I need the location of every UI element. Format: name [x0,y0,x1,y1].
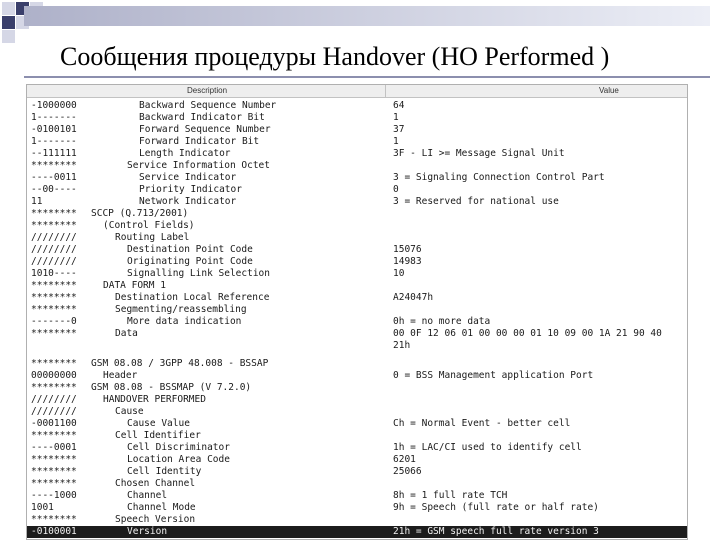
row-description: GSM 08.08 - BSSMAP (V 7.2.0) [91,382,252,393]
row-description: Service Indicator [139,172,237,183]
row-bits: ******** [31,328,77,339]
row-description: (Control Fields) [103,220,195,231]
row-description: Cause Value [127,418,190,429]
table-row[interactable] [27,292,687,304]
table-row[interactable] [27,490,687,502]
row-description: SCCP (Q.713/2001) [91,208,189,219]
table-row[interactable] [27,478,687,490]
row-description: Service Information Octet [127,160,270,171]
row-bits: ******** [31,304,77,315]
row-bits: -1000000 [31,100,77,111]
row-bits: ******** [31,292,77,303]
row-description: Length Indicator [139,148,231,159]
row-bits: ******** [31,160,77,171]
row-value: 1 [393,136,399,147]
row-bits: ----0001 [31,442,77,453]
row-value: 3 = Reserved for national use [393,196,559,207]
row-description: Version [127,526,168,537]
row-description: Segmenting/reassembling [115,304,247,315]
row-description: Backward Indicator Bit [139,112,265,123]
table-row[interactable] [27,172,687,184]
row-value: 10 [393,268,405,279]
table-row[interactable] [27,502,687,514]
row-value: 0h = no more data [393,316,491,327]
row-bits: ******** [31,358,77,369]
row-value: 25066 [393,466,422,477]
column-divider[interactable] [385,85,386,97]
row-value: 15076 [393,244,422,255]
table-row[interactable] [27,124,687,136]
table-row[interactable] [27,280,687,292]
row-description: Cell Identifier [115,430,201,441]
table-row[interactable] [27,112,687,124]
row-bits: //////// [31,256,77,267]
row-bits: -0001100 [31,418,77,429]
row-description: Cause [115,406,144,417]
row-value: 64 [393,100,405,111]
table-row[interactable] [27,454,687,466]
row-value: 3 = Signaling Connection Control Part [393,172,605,183]
row-value: 14983 [393,256,422,267]
table-row[interactable] [27,418,687,430]
table-row[interactable] [27,304,687,316]
row-description: Cell Identity [127,466,202,477]
row-value: 3F - LI >= Message Signal Unit [393,148,565,159]
header-bar [24,6,710,26]
row-value: 9h = Speech (full rate or half rate) [393,502,599,513]
table-row[interactable] [27,100,687,112]
table-row[interactable] [27,394,687,406]
row-value: 0 = BSS Management application Port [393,370,594,381]
table-row[interactable] [27,196,687,208]
row-bits: 1010---- [31,268,77,279]
row-bits: ******** [31,514,77,525]
table-row[interactable] [27,442,687,454]
table-row[interactable] [27,370,687,382]
row-bits: //////// [31,244,77,255]
row-value: 8h = 1 full rate TCH [393,490,508,501]
table-row[interactable] [27,256,687,268]
slide-title: Сообщения процедуры Handover (HO Performed ) [60,42,610,71]
row-value: A24047h [393,292,434,303]
row-description: Location Area Code [127,454,230,465]
row-description: Network Indicator [139,196,237,207]
table-row[interactable] [27,148,687,160]
row-description: More data indication [127,316,242,327]
row-description: Data [115,328,138,339]
row-description: Forward Indicator Bit [139,136,260,147]
row-bits: ******** [31,454,77,465]
row-bits: 1------- [31,112,77,123]
row-description: DATA FORM 1 [103,280,166,291]
row-value: 0 [393,184,399,195]
table-row[interactable] [27,406,687,418]
row-value: 1h = LAC/CI used to identify cell [393,442,582,453]
table-body [27,100,687,538]
table-row[interactable] [27,136,687,148]
table-header [27,85,687,98]
row-bits: -0100001 [31,526,77,537]
table-row[interactable] [27,316,687,328]
row-value: 1 [393,112,399,123]
row-bits: -0100101 [31,124,77,135]
row-description: Destination Point Code [127,244,253,255]
row-description: Speech Version [115,514,196,525]
row-value: 21h = GSM speech full rate version 3 [393,526,599,537]
table-row[interactable] [27,268,687,280]
table-row[interactable] [27,244,687,256]
row-bits: ******** [31,466,77,477]
row-description: Chosen Channel [115,478,196,489]
row-description: Header [103,370,138,381]
column-header-value[interactable]: Value [599,86,619,95]
row-bits: ******** [31,430,77,441]
table-row[interactable] [27,160,687,172]
row-bits: 11 [31,196,43,207]
row-description: GSM 08.08 / 3GPP 48.008 - BSSAP [91,358,269,369]
row-value: Ch = Normal Event - better cell [393,418,571,429]
row-description: Cell Discriminator [127,442,230,453]
row-bits: ----0011 [31,172,77,183]
table-row[interactable] [27,382,687,394]
row-value: 00 0F 12 06 01 00 00 00 01 10 09 00 1A 21 90 40 21h [393,328,662,351]
row-description: Originating Point Code [127,256,253,267]
row-bits: //////// [31,406,77,417]
row-bits: ******** [31,478,77,489]
title-divider [24,76,710,78]
row-description: Forward Sequence Number [139,124,271,135]
row-bits: 1------- [31,136,77,147]
row-bits: --111111 [31,148,77,159]
row-bits: ******** [31,208,77,219]
row-bits: ******** [31,220,77,231]
row-value: 37 [393,124,405,135]
row-bits: //////// [31,394,77,405]
row-description: Signalling Link Selection [127,268,270,279]
column-header-description[interactable]: Description [187,86,228,95]
table-row[interactable] [27,466,687,478]
table-row[interactable] [27,514,687,526]
row-description: Priority Indicator [139,184,242,195]
row-bits: ******** [31,280,77,291]
row-description: Routing Label [115,232,190,243]
table-row[interactable] [27,208,687,220]
table-row[interactable] [27,232,687,244]
table-row[interactable] [27,328,687,352]
row-value: 6201 [393,454,416,465]
row-bits: ******** [31,382,77,393]
table-row[interactable] [27,184,687,196]
row-bits: --00---- [31,184,77,195]
row-description: Destination Local Reference [115,292,270,303]
row-bits: -------0 [31,316,77,327]
table-row[interactable] [27,430,687,442]
table-row[interactable] [27,358,687,370]
row-bits: 00000000 [31,370,77,381]
row-description: Channel [127,490,168,501]
row-description: Backward Sequence Number [139,100,277,111]
row-description: Channel Mode [127,502,196,513]
table-row-selected[interactable] [27,526,687,538]
row-description: HANDOVER PERFORMED [103,394,206,405]
table-row[interactable] [27,220,687,232]
row-bits: //////// [31,232,77,243]
row-bits: ----1000 [31,490,77,501]
row-bits: 1001 [31,502,54,513]
protocol-decode-table[interactable] [26,84,688,540]
